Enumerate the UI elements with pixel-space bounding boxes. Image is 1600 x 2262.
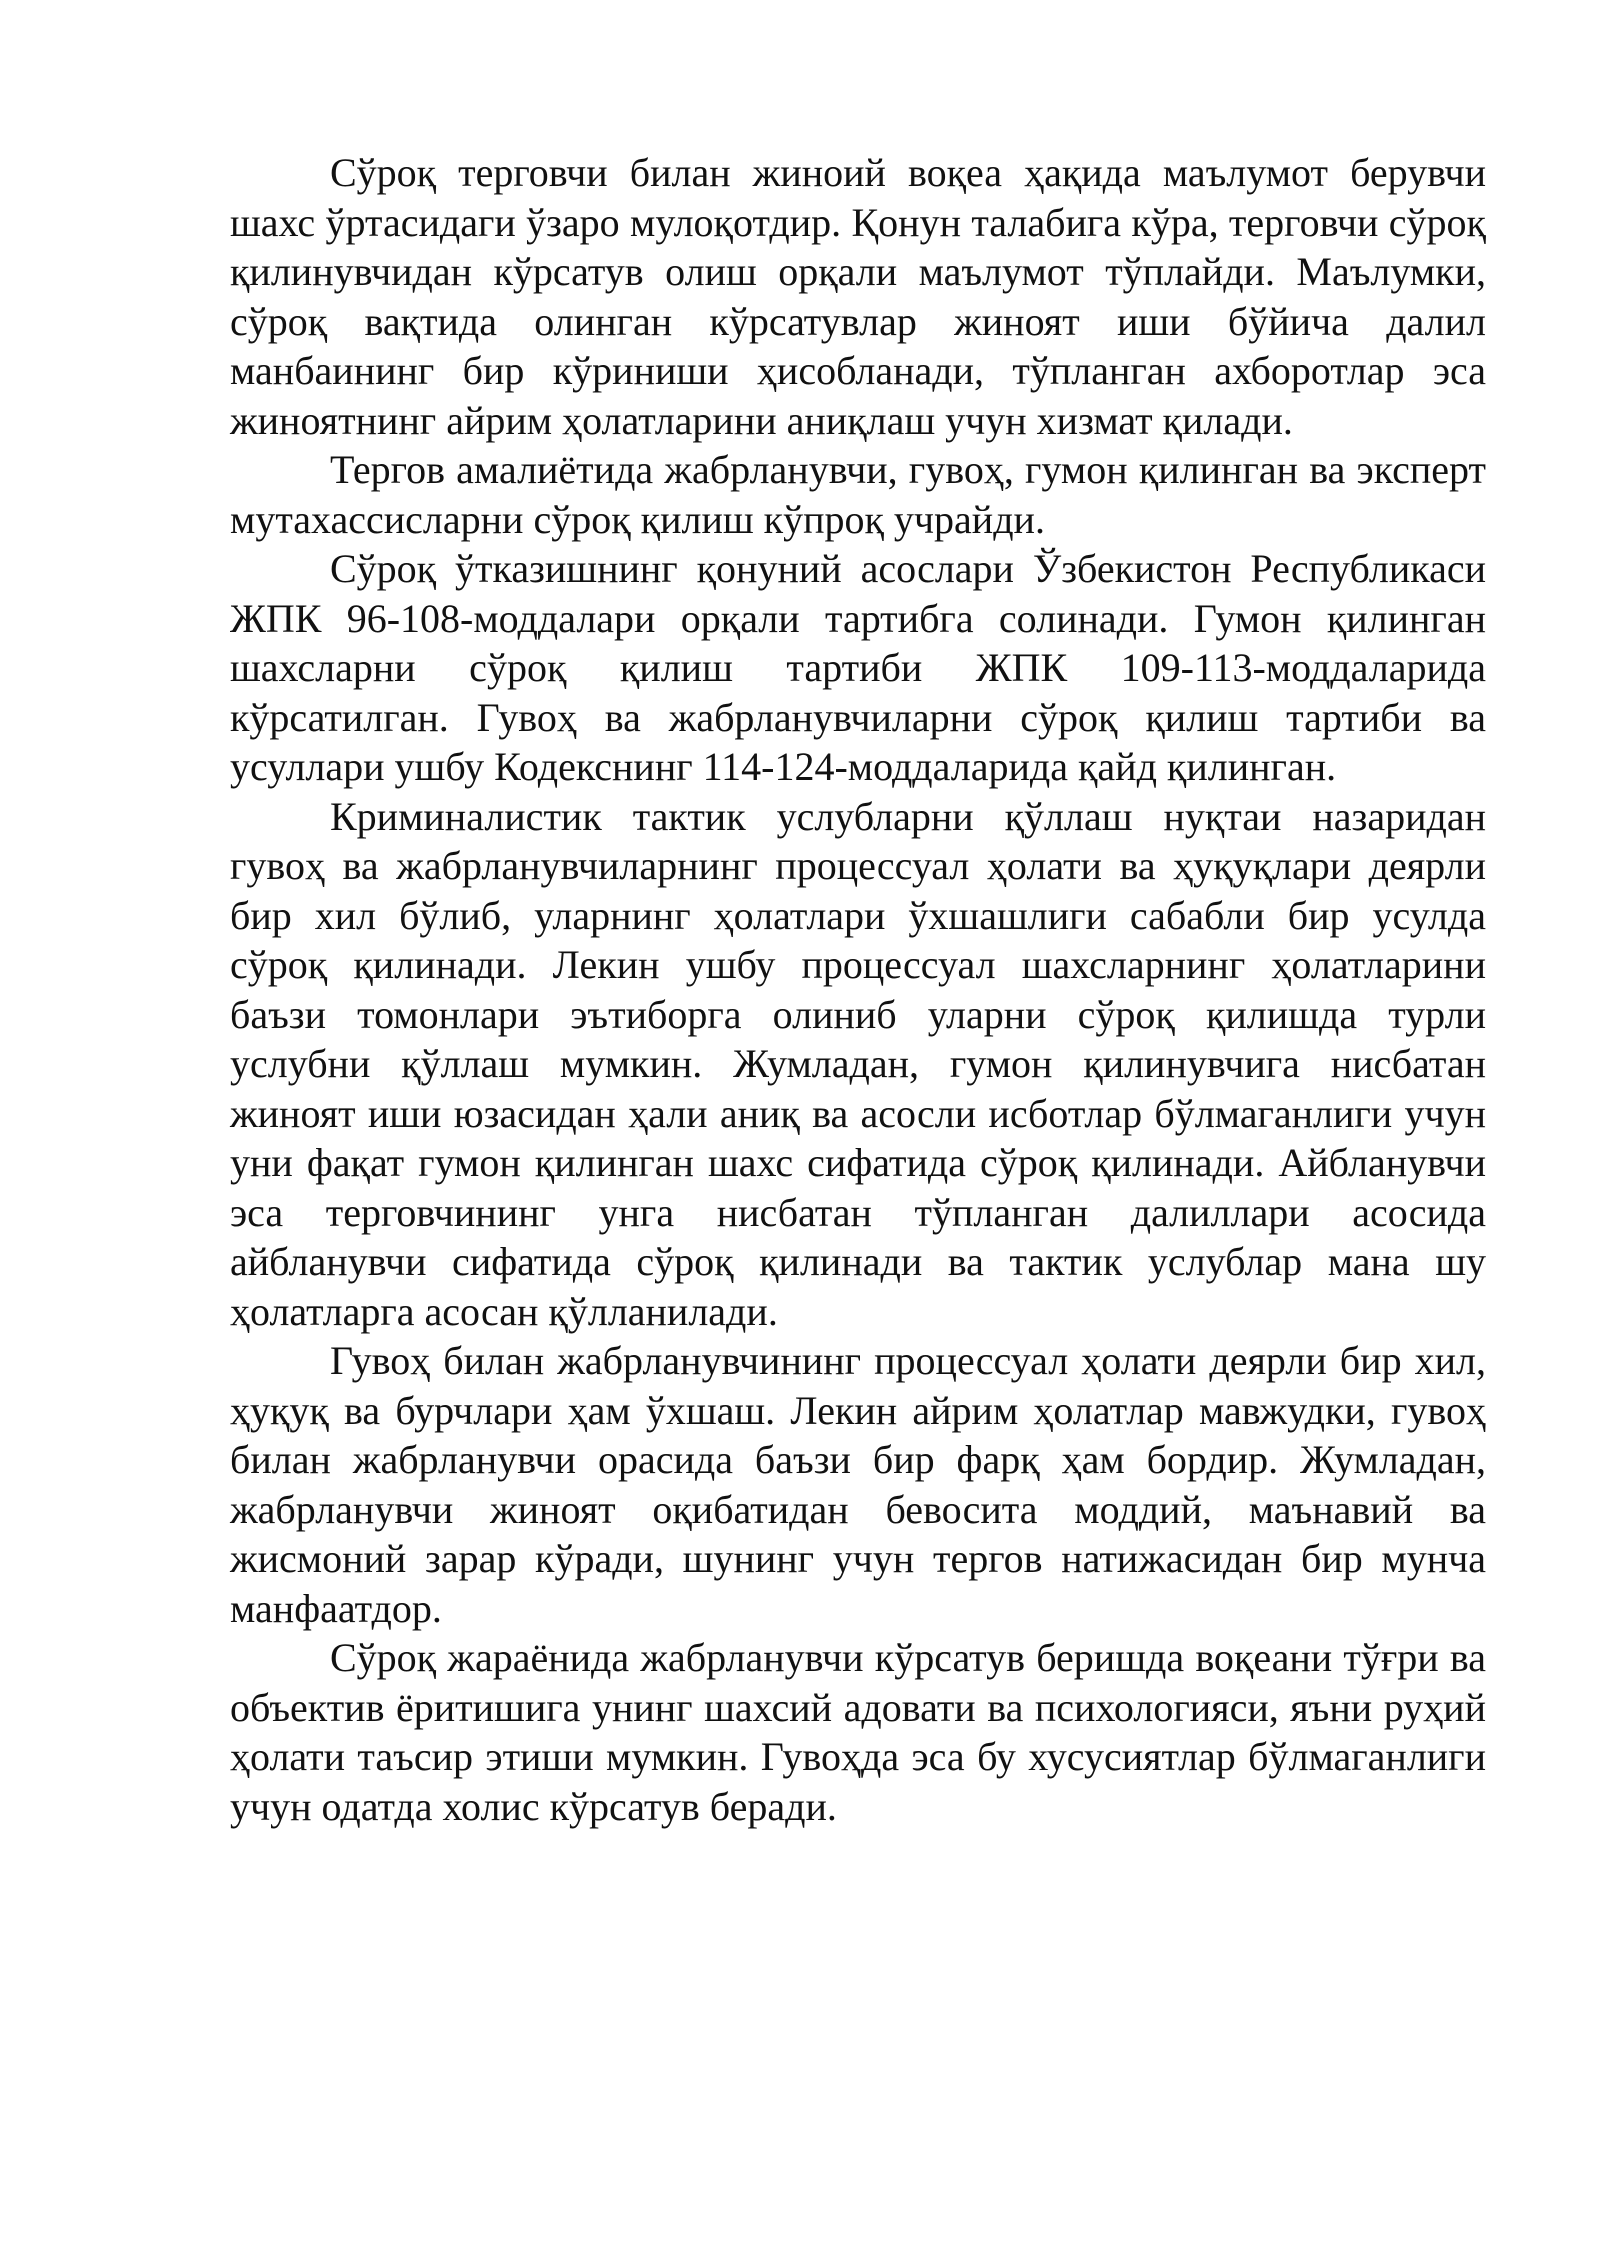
paragraph: Криминалистик тактик услубларни қўллаш нуқтаи назаридан гувоҳ ва жабрланувчиларнинг процессуал ҳолати ва ҳуқуқлари деярли бир хил бўлиб, уларнинг ҳолатлари ўхшашлиги сабабли бир усулда сўроқ қилинади. Лекин ушбу процессуал шахсларнинг ҳолатларини баъзи томонлари эътиборга олиниб уларни сўроқ қилишда турли услубни қўллаш мумкин. Жумладан, гумон қилинувчига нисбатан жиноят иши юзасидан ҳали аниқ ва асосли исботлар бўлмаганлиги учун уни фақат гумон қилинган шахс сифатида сўроқ қилинади. Айбланувчи эса терговчининг унга нисбатан тўпланган далиллари асосида айбланувчи сифатида сўроқ қилинади ва тактик услублар мана шу ҳолатларга асосан қўлланилади. [230,793,1486,1334]
paragraph: Тергов амалиётида жабрланувчи, гувоҳ, гумон қилинган ва эксперт мутахассисларни сўроқ қилиш кўпроқ учрайди. [230,447,1486,542]
document-body [230,148,1486,1831]
paragraph: Гувоҳ билан жабрланувчининг процессуал ҳолати деярли бир хил, ҳуқуқ ва бурчлари ҳам ўхшаш. Лекин айрим ҳолатлар мавжудки, гувоҳ билан жабрланувчи орасида баъзи бир фарқ ҳам бордир. Жумладан, жабрланувчи жиноят оқибатидан бевосита моддий, маънавий ва жисмоний зарар кўради, шунинг учун тергов натижасидан бир мунча манфаатдор. [230,1338,1486,1631]
paragraph: Сўроқ терговчи билан жиноий воқеа ҳақида маълумот берувчи шахс ўртасидаги ўзаро мулоқотдир. Қонун талабига кўра, терговчи сўроқ қилинувчидан кўрсатув олиш орқали маълумот тўплайди. Маълумки, сўроқ вақтида олинган кўрсатувлар жиноят иши бўйича далил манбаининг бир кўриниши ҳисобланади, тўпланган ахборотлар эса жиноятнинг айрим ҳолатларини аниқлаш учун хизмат қилади. [230,150,1486,443]
paragraph: Сўроқ жараёнида жабрланувчи кўрсатув беришда воқеани тўғри ва объектив ёритишига унинг шахсий адовати ва психологияси, яъни руҳий ҳолати таъсир этиши мумкин. Гувоҳда эса бу хусусиятлар бўлмаганлиги учун одатда холис кўрсатув беради. [230,1635,1486,1829]
paragraph: Сўроқ ўтказишнинг қонуний асослари Ўзбекистон Республикаси ЖПК 96-108-моддалари орқали тартибга солинади. Гумон қилинган шахсларни сўроқ қилиш тартиби ЖПК 109-113-моддаларида кўрсатилган. Гувоҳ ва жабрланувчиларни сўроқ қилиш тартиби ва усуллари ушбу Кодекснинг 114-124-моддаларида қайд қилинган. [230,546,1486,789]
